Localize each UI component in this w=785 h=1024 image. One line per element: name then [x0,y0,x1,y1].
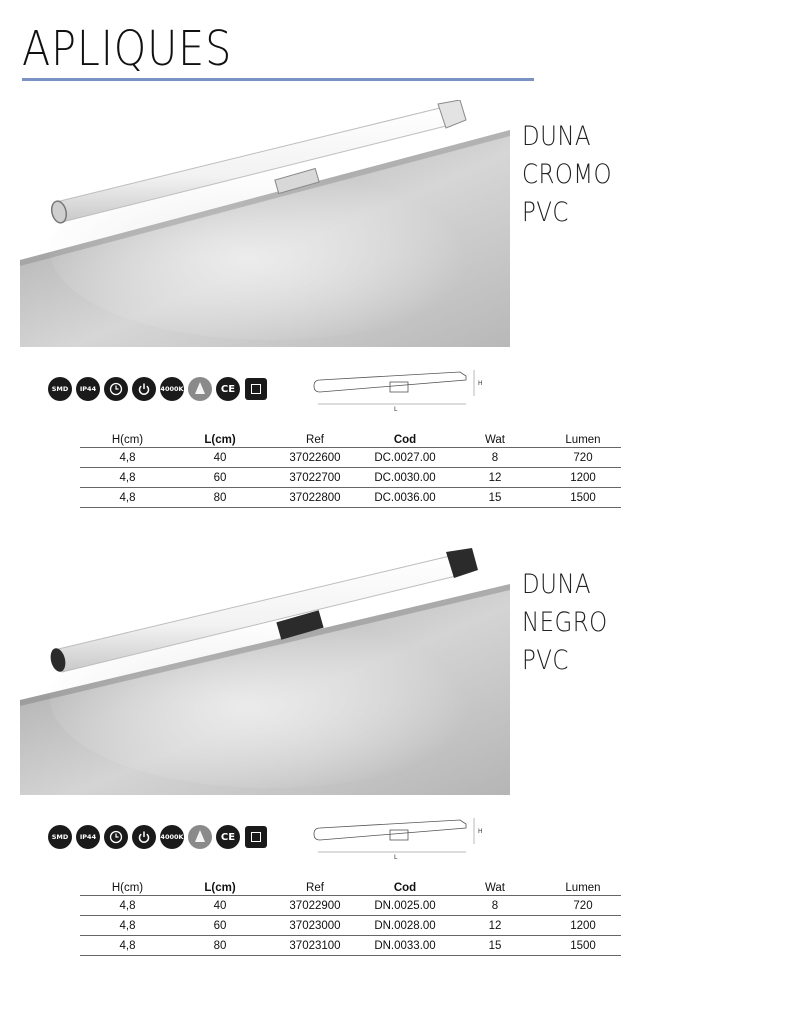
ce-mark-badge: CE [216,377,240,401]
light-spectrum-icon [188,825,212,849]
height-dimension-label: H [478,828,483,835]
spec-table [80,874,621,956]
name-line-3: PVC [522,645,569,676]
cell-lumen: 1200 [545,916,621,936]
col-header-h: H(cm) [111,434,144,446]
cell-wat: 12 [445,468,545,488]
smd-badge: SMD [48,377,72,401]
table-row [80,916,621,936]
col-header-lumen: Lumen [565,882,601,894]
col-header-wat: Wat [484,882,506,894]
color-temperature-badge: 4000K [160,377,184,401]
cell-ref: 37023100 [265,936,365,956]
cell-ref: 37022900 [265,896,365,916]
name-line-1: DUNA [522,121,592,152]
cell-wat: 15 [445,488,545,508]
cell-h: 4,8 [80,468,175,488]
table-row [80,468,621,488]
product-name [522,566,662,680]
col-header-h: H(cm) [111,882,144,894]
ip44-badge: IP44 [76,825,100,849]
name-line-1: DUNA [522,569,592,600]
cell-lumen: 720 [545,448,621,468]
page-title: APLIQUES [22,21,233,77]
col-header-l: L(cm) [204,882,236,894]
col-header-lumen: Lumen [565,434,601,446]
cell-h: 4,8 [80,916,175,936]
title-underline [22,78,534,81]
table-row [80,448,621,468]
col-header-ref: Ref [306,434,324,446]
cell-lumen: 1200 [545,468,621,488]
cell-wat: 8 [445,448,545,468]
cell-h: 4,8 [80,448,175,468]
cell-cod: DC.0027.00 [365,448,445,468]
name-line-2: NEGRO [522,607,608,638]
col-header-wat: Wat [484,434,506,446]
dimension-drawing [308,814,488,864]
product-photo [20,548,510,795]
spec-table [80,426,621,508]
table-row [80,896,621,916]
table-header-row [80,426,621,448]
power-icon [132,825,156,849]
certification-badges [48,823,267,851]
cell-cod: DN.0025.00 [365,896,445,916]
color-temperature-badge: 4000K [160,825,184,849]
name-line-3: PVC [522,197,569,228]
cell-ref: 37023000 [265,916,365,936]
certification-badges [48,375,267,403]
col-header-cod: Cod [393,882,417,894]
cell-l: 80 [175,488,265,508]
col-header-l: L(cm) [204,434,236,446]
cell-ref: 37022600 [265,448,365,468]
table-header-row [80,874,621,896]
ce-mark-badge: CE [216,825,240,849]
product-duna-negro [0,548,785,988]
cell-lumen: 720 [545,896,621,916]
product-name [522,118,662,232]
product-photo [20,100,510,347]
cell-l: 40 [175,896,265,916]
cell-l: 80 [175,936,265,956]
cell-ref: 37022800 [265,488,365,508]
table-row [80,488,621,508]
cell-cod: DN.0028.00 [365,916,445,936]
light-spectrum-icon [188,377,212,401]
cell-l: 60 [175,916,265,936]
height-dimension-label: H [478,380,483,387]
cell-wat: 15 [445,936,545,956]
cell-h: 4,8 [80,936,175,956]
cell-h: 4,8 [80,896,175,916]
class-ii-icon [245,826,267,848]
cell-h: 4,8 [80,488,175,508]
power-icon [132,377,156,401]
length-dimension-label: L [394,854,398,861]
col-header-ref: Ref [306,882,324,894]
dimension-drawing [308,366,488,416]
name-line-2: CROMO [522,159,613,190]
cell-wat: 12 [445,916,545,936]
clock-icon [104,825,128,849]
clock-icon [104,377,128,401]
cell-l: 60 [175,468,265,488]
cell-cod: DN.0033.00 [365,936,445,956]
ip44-badge: IP44 [76,377,100,401]
cell-wat: 8 [445,896,545,916]
cell-lumen: 1500 [545,488,621,508]
cell-l: 40 [175,448,265,468]
cell-cod: DC.0036.00 [365,488,445,508]
smd-badge: SMD [48,825,72,849]
table-row [80,936,621,956]
length-dimension-label: L [394,406,398,413]
cell-cod: DC.0030.00 [365,468,445,488]
col-header-cod: Cod [393,434,417,446]
class-ii-icon [245,378,267,400]
cell-lumen: 1500 [545,936,621,956]
product-duna-cromo [0,100,785,540]
cell-ref: 37022700 [265,468,365,488]
